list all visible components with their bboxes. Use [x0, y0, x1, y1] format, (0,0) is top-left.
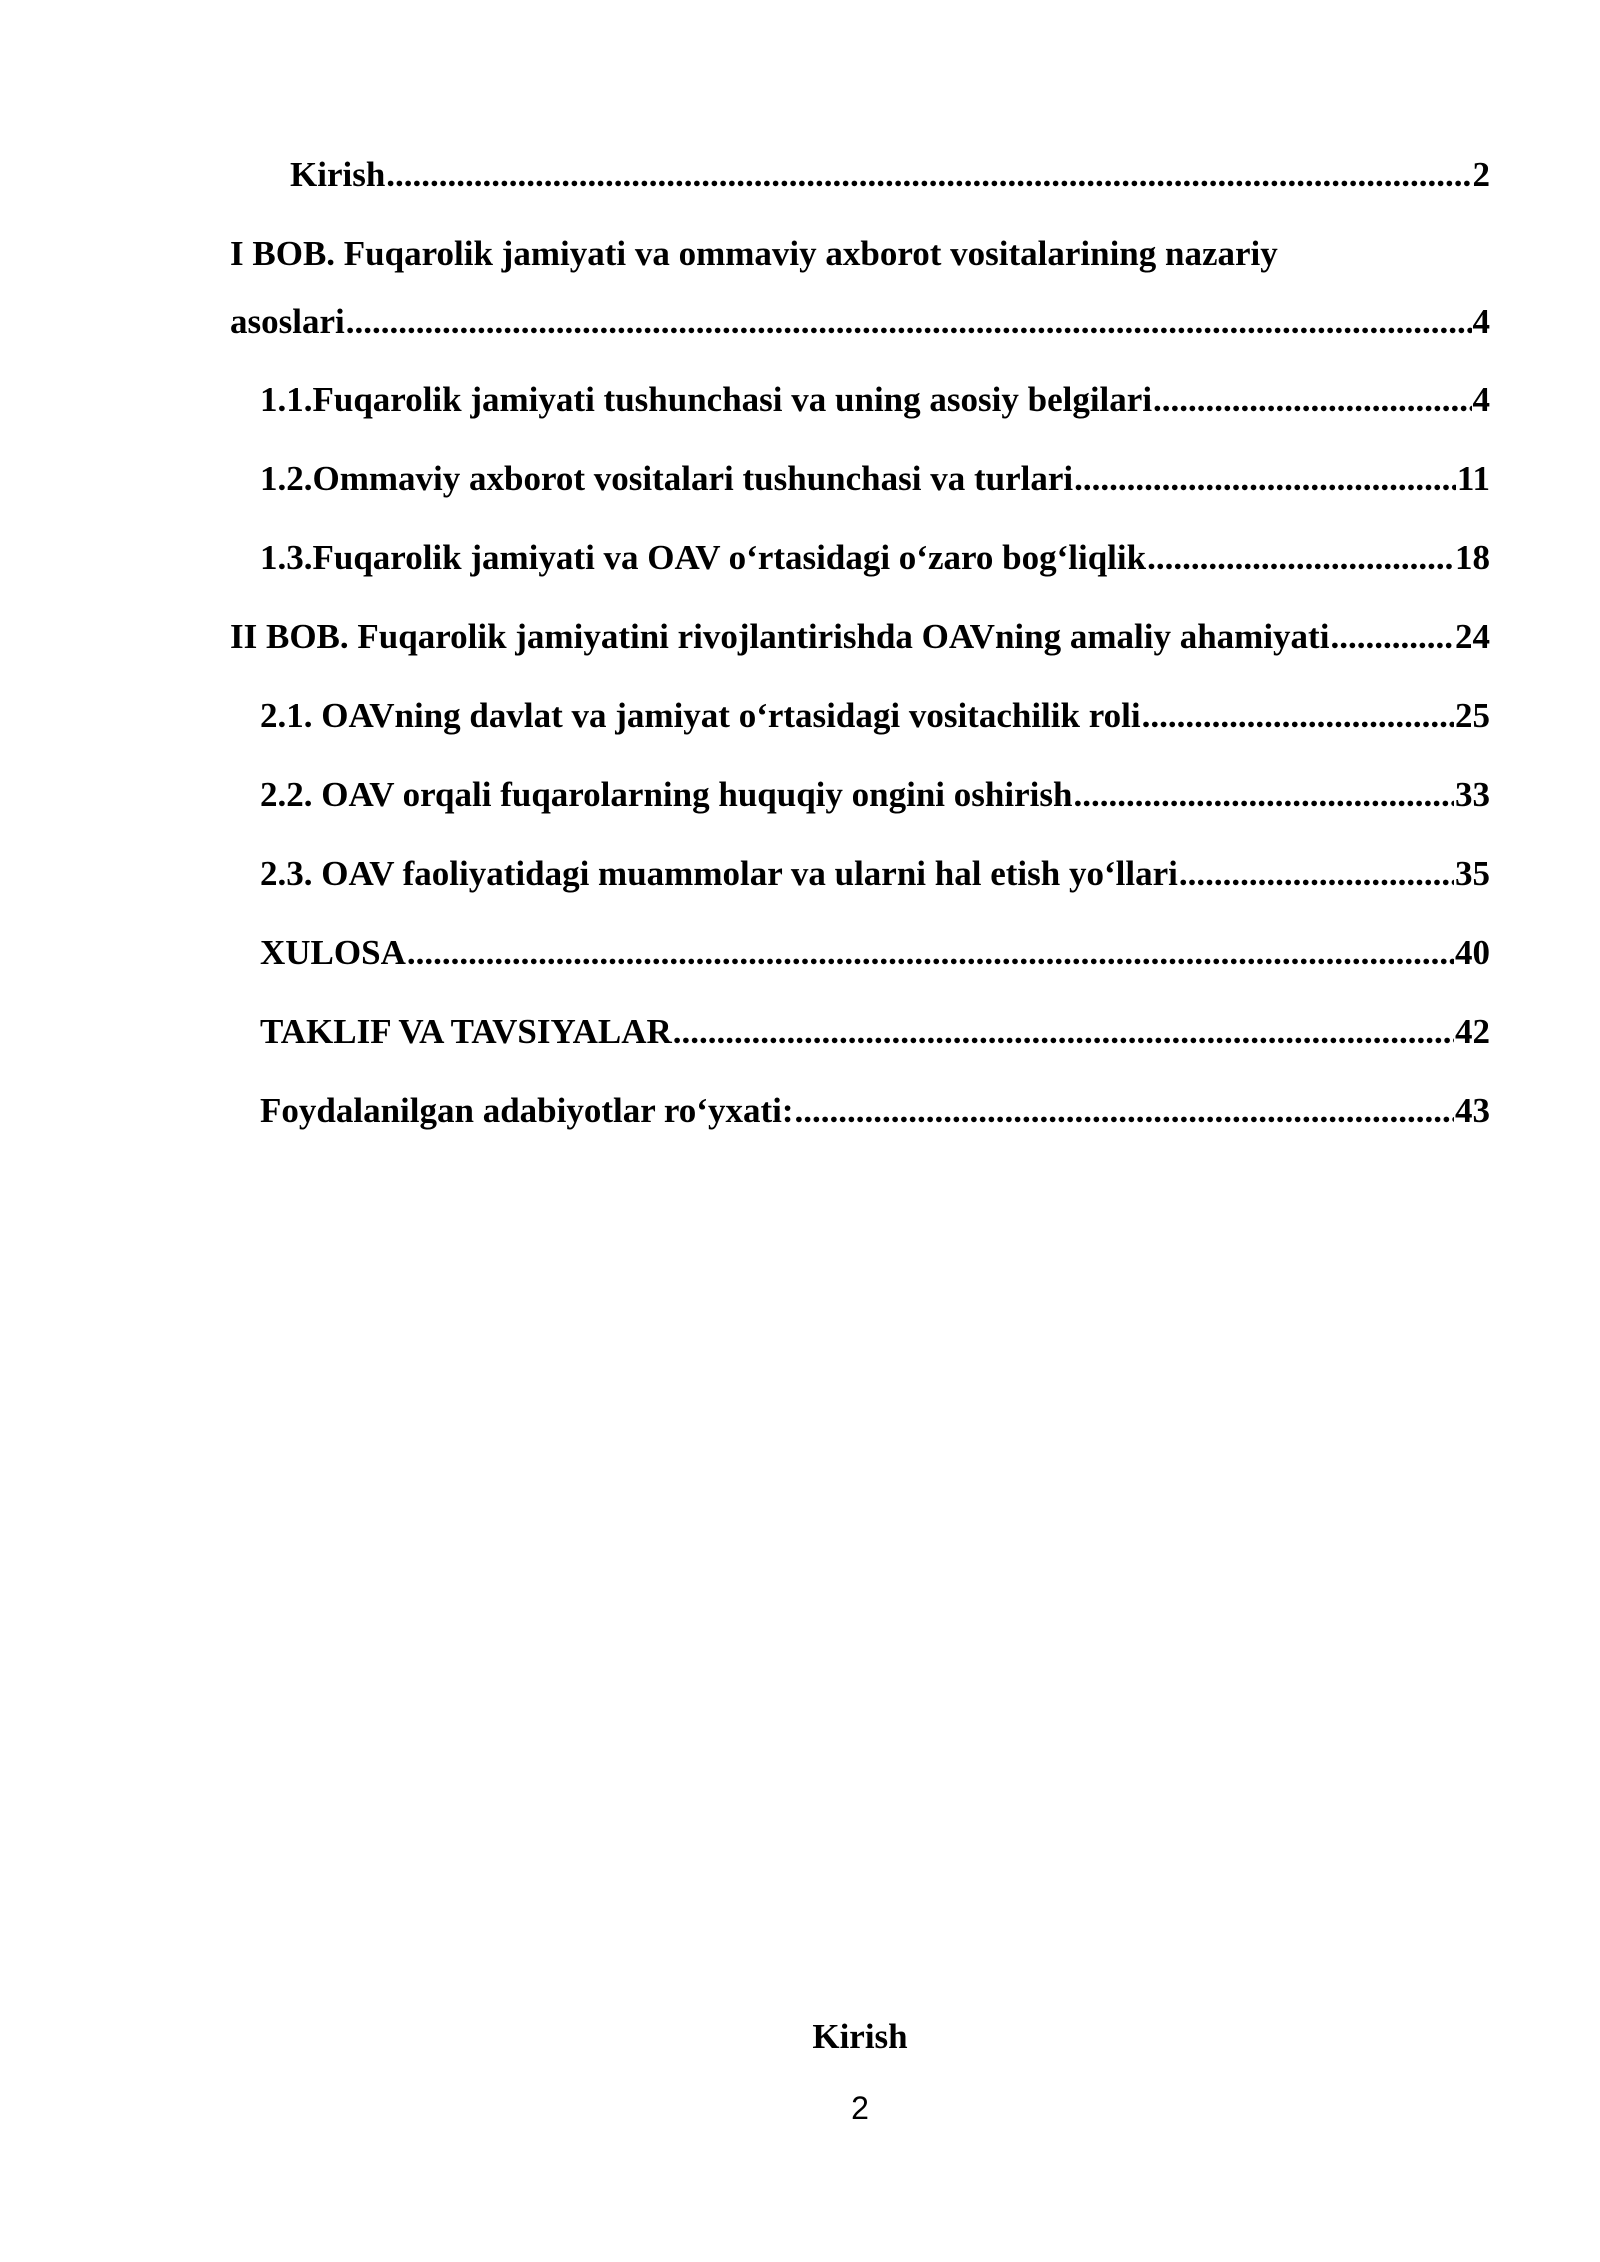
toc-entry-2-3[interactable] — [260, 852, 1490, 896]
toc-entry-title: 2.3. OAV faoliyatidagi muammolar va ularni hal etish yo‘llari — [260, 854, 1178, 893]
toc-page-number: 24 — [1455, 617, 1490, 656]
toc-page-number: 18 — [1455, 538, 1490, 577]
toc-entry-bob1[interactable] — [230, 300, 1490, 344]
toc-entry-2-2[interactable] — [260, 773, 1490, 817]
toc-entry-title: 1.1.Fuqarolik jamiyati tushunchasi va uning asosiy belgilari — [260, 380, 1153, 419]
toc-entry-2-1[interactable] — [260, 694, 1490, 738]
toc-entry-bob1-line1[interactable] — [230, 232, 1278, 276]
toc-entry-title: XULOSA — [260, 933, 406, 972]
toc-entry-1-2[interactable] — [260, 457, 1490, 501]
toc-page-number: 4 — [1472, 302, 1490, 341]
toc-page-number: 40 — [1455, 933, 1490, 972]
section-heading-kirish: Kirish — [812, 2017, 908, 2056]
toc-page-number: 11 — [1456, 459, 1490, 498]
toc-dot-leader — [407, 931, 1454, 975]
toc-page-number: 42 — [1455, 1012, 1490, 1051]
toc-entry-1-1[interactable] — [260, 378, 1490, 422]
toc-entry-title: Foydalanilgan adabiyotlar ro‘yxati: — [260, 1091, 794, 1130]
toc-entry-title: 1.2.Ommaviy axborot vositalari tushunchasi va turlari — [260, 459, 1074, 498]
toc-page-number: 43 — [1455, 1091, 1490, 1130]
toc-page-number: 35 — [1455, 854, 1490, 893]
toc-entry-title: TAKLIF VA TAVSIYALAR — [260, 1012, 672, 1051]
toc-entry-title: asoslari — [230, 302, 345, 341]
toc-page-number: 33 — [1455, 775, 1490, 814]
toc-dot-leader — [1147, 536, 1454, 580]
toc-dot-leader — [1330, 615, 1454, 659]
toc-dot-leader — [386, 153, 1471, 197]
toc-entry-title: 2.2. OAV orqali fuqarolarning huquqiy ongini oshirish — [260, 775, 1073, 814]
toc-entry-taklif[interactable] — [260, 1010, 1490, 1054]
toc-entry-title: I BOB. Fuqarolik jamiyati va ommaviy axborot vositalarining nazariy — [230, 234, 1278, 273]
toc-dot-leader — [673, 1010, 1454, 1054]
toc-entry-kirish[interactable] — [290, 153, 1490, 197]
toc-dot-leader — [794, 1089, 1454, 1133]
page-number: 2 — [851, 2090, 869, 2126]
toc-dot-leader — [1142, 694, 1454, 738]
toc-page-number: 25 — [1455, 696, 1490, 735]
toc-dot-leader — [1073, 773, 1454, 817]
toc-entry-adabiyotlar[interactable] — [260, 1089, 1490, 1133]
toc-dot-leader — [1153, 378, 1471, 422]
toc-entry-title: II BOB. Fuqarolik jamiyatini rivojlantirishda OAVning amaliy ahamiyati — [230, 617, 1330, 656]
toc-entry-1-3[interactable] — [260, 536, 1490, 580]
toc-dot-leader — [1074, 457, 1456, 501]
toc-entry-title: Kirish — [290, 155, 386, 194]
toc-page-number: 4 — [1472, 380, 1490, 419]
toc-entry-bob2[interactable] — [230, 615, 1490, 659]
toc-entry-title: 1.3.Fuqarolik jamiyati va OAV o‘rtasidagi o‘zaro bog‘liqlik — [260, 538, 1147, 577]
toc-entry-title: 2.1. OAVning davlat va jamiyat o‘rtasidagi vositachilik roli — [260, 696, 1141, 735]
toc-dot-leader — [346, 300, 1472, 344]
toc-dot-leader — [1179, 852, 1454, 896]
toc-entry-xulosa[interactable] — [260, 931, 1490, 975]
toc-page-number: 2 — [1472, 155, 1490, 194]
